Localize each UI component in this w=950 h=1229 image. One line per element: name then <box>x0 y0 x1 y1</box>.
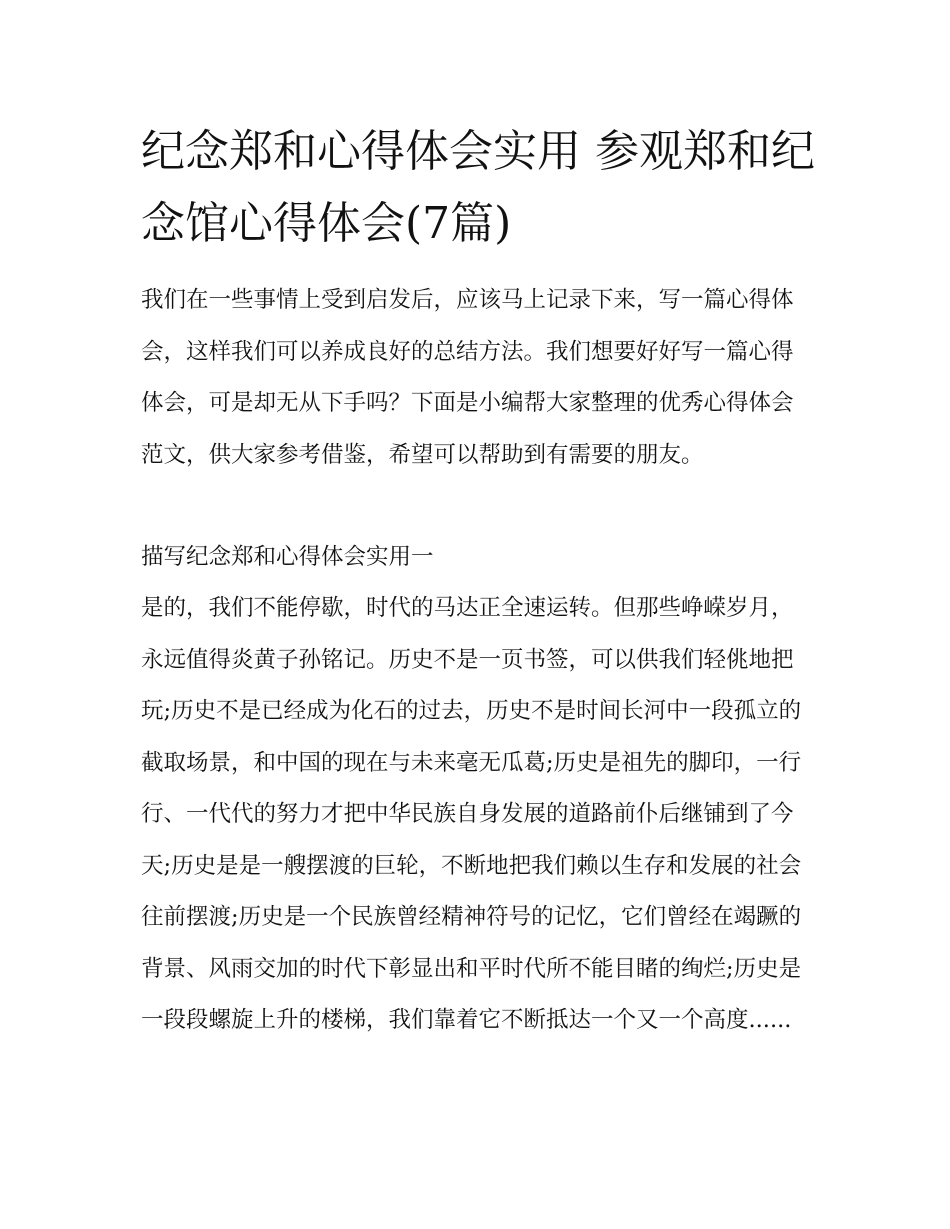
document-title: 纪念郑和心得体会实用 参观郑和纪念馆心得体会(7篇) <box>141 126 815 249</box>
section-heading: 描写纪念郑和心得体会实用一 <box>141 544 434 570</box>
intro-paragraph: 我们在一些事情上受到启发后，应该马上记录下来，写一篇心得体会，这样我们可以养成良好的总结方法。我们想要好好写一篇心得体会，可是却无从下手吗？下面是小编帮大家整理的优秀心得体会范文，供大家参考借鉴，希望可以帮助到有需要的朋友。 <box>141 287 794 468</box>
section-paragraph: 是的，我们不能停歇，时代的马达正全速运转。但那些峥嵘岁月，永远值得炎黄子孙铭记。历史不是一页书签，可以供我们轻佻地把玩;历史不是已经成为化石的过去，历史不是时间长河中一段孤立的截取场景，和中国的现在与未来毫无瓜葛;历史是祖先的脚印，一行行、一代代的努力才把中华民族自身发展的道路前仆后继铺到了今天;历史是是一艘摆渡的巨轮，不断地把我们赖以生存和发展的社会往前摆渡;历史是一个民族曾经精神符号的记忆，它们曾经在竭蹶的背景、风雨交加的时代下彰显出和平时代所不能目睹的绚烂;历史是一段段螺旋上升的楼梯，我们靠着它不断抵达一个又一个高度...... <box>141 595 802 1033</box>
